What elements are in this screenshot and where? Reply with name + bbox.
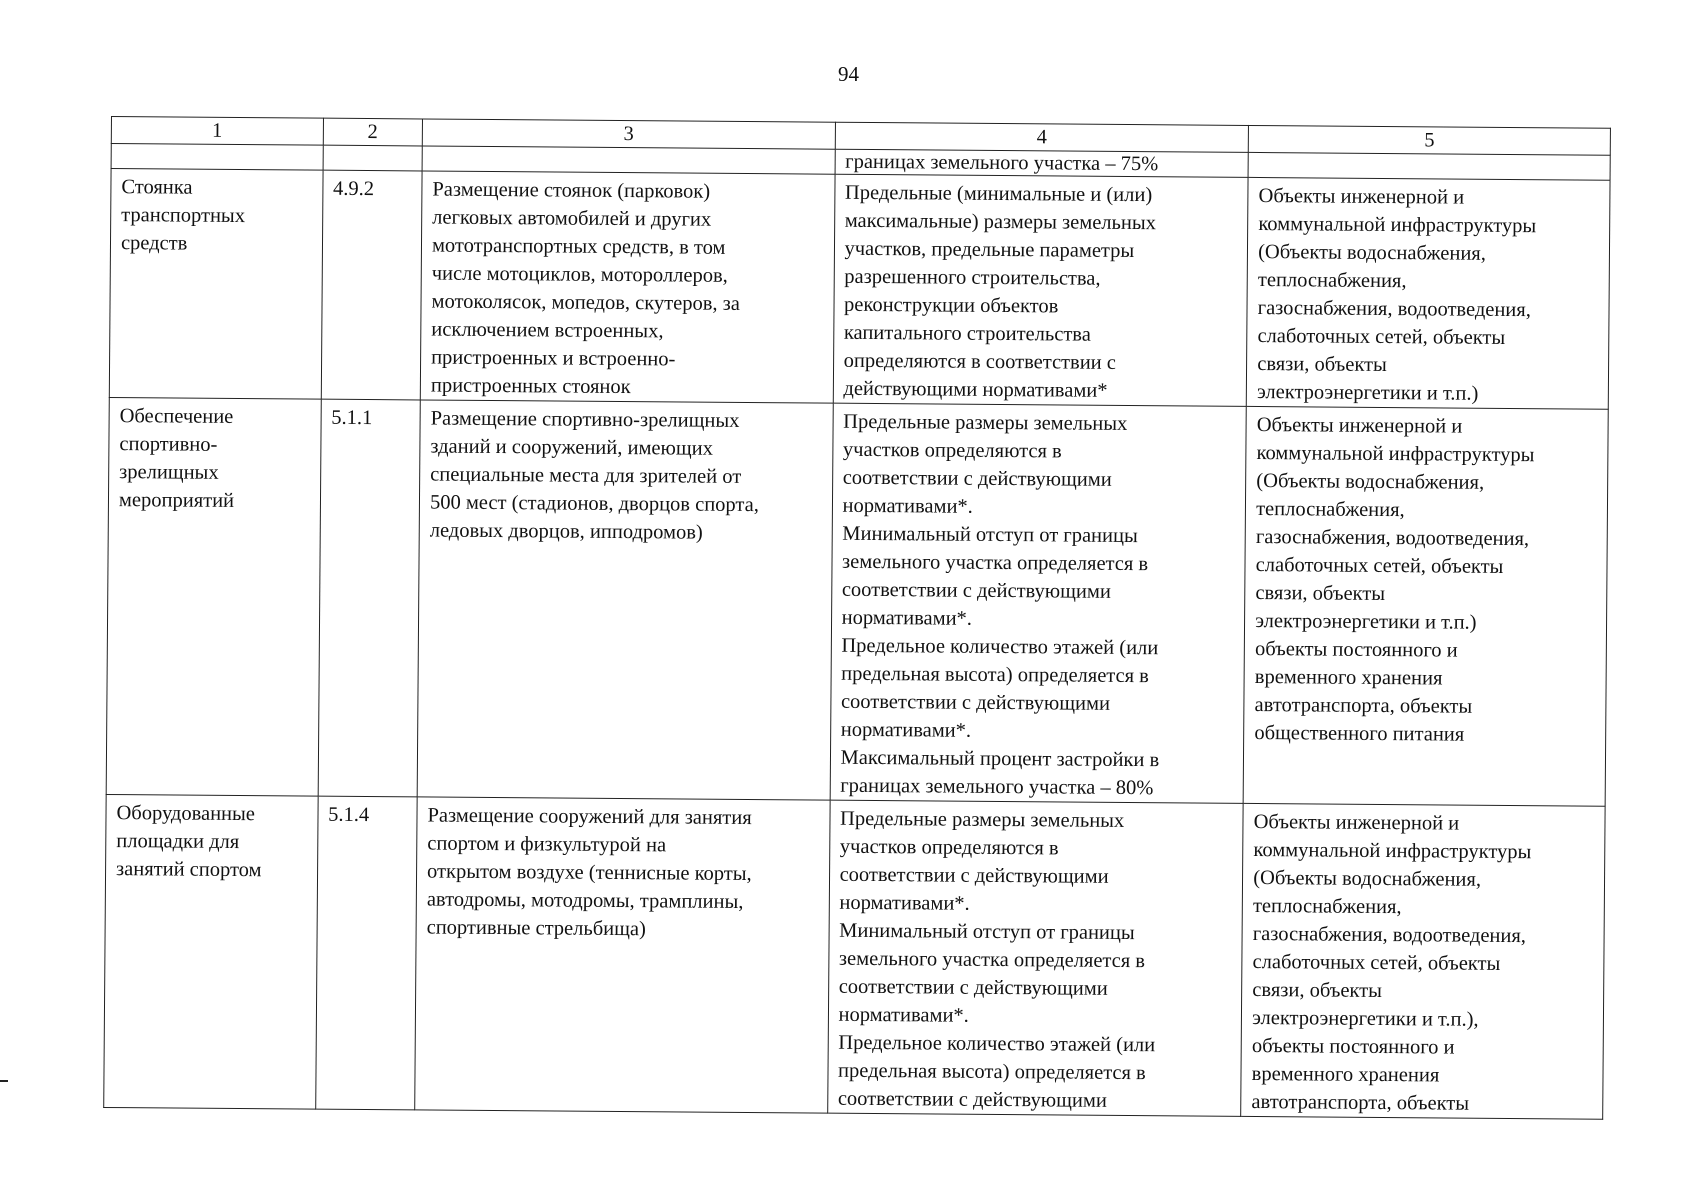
col-header-2: 2 <box>323 118 423 146</box>
cell-continuation-name <box>111 144 323 171</box>
cell-use-name: Стоянка транспортных средств <box>109 169 322 400</box>
cell-continuation-auxiliary <box>1248 152 1610 180</box>
cell-continuation-parameters: границах земельного участка – 75% <box>835 149 1249 177</box>
cell-use-name: Оборудованные площадки для занятий спортом <box>104 794 318 1109</box>
cell-use-parameters: Предельные (минимальные и (или) максимальные) размеры земельных участков, предельные параметры разрешенного строительства, реконструкции объектов капитального строительства определяются в соответствии с действующими нормативами* <box>833 174 1248 406</box>
cell-use-code: 4.9.2 <box>321 170 422 400</box>
cell-use-description: Размещение стоянок (парковок) легковых автомобилей и других мототранспортных средств, в том числе мотоциклов, мотороллеров, мотоколясок, мопедов, скутеров, за исключением встроенных, пристроенных и встроенно- пристроенных стоянок <box>420 171 834 403</box>
cell-use-code: 5.1.4 <box>315 796 417 1110</box>
col-header-5: 5 <box>1248 125 1610 155</box>
cell-use-description: Размещение сооружений для занятия спортом и физкультурой на открытом воздухе (теннисные корты, автодромы, мотодромы, трамплины, спортивные стрельбища) <box>415 797 830 1113</box>
cell-use-name: Обеспечение спортивно- зрелищных мероприятий <box>106 397 321 796</box>
cell-continuation-description <box>422 146 835 174</box>
col-header-3: 3 <box>422 119 835 149</box>
cell-use-parameters: Предельные размеры земельных участков определяются в соответствии с действующими нормативами*. Минимальный отступ от границы земельного участка определяется в соответствии с действующими нормативами*. Предельное количество этажей (или предельная высота) определяется в соответствии с действующими нормативами*. Максимальный процент застройки в границах земельного участка – 80% <box>830 403 1247 803</box>
cell-use-code: 5.1.1 <box>318 399 420 797</box>
cell-use-auxiliary: Объекты инженерной и коммунальной инфраструктуры (Объекты водоснабжения, теплоснабжения, газоснабжения, водоотведения, слаботочных сетей, объекты связи, объекты электроэнергетики и т.п.) <box>1246 177 1610 409</box>
cell-continuation-code <box>323 145 423 171</box>
table-row <box>104 794 1605 1119</box>
margin-mark <box>0 1080 8 1082</box>
table-row <box>109 169 1610 410</box>
land-use-table <box>103 116 1611 1120</box>
table-row <box>106 397 1608 806</box>
cell-use-auxiliary: Объекты инженерной и коммунальной инфраструктуры (Объекты водоснабжения, теплоснабжения, газоснабжения, водоотведения, слаботочных сетей, объекты связи, объекты электроэнергетики и т.п.), объекты постоянного и временного хранения автотранспорта, объекты <box>1241 803 1605 1119</box>
col-header-4: 4 <box>835 122 1249 152</box>
page-number: 94 <box>838 62 859 86</box>
cell-use-parameters: Предельные размеры земельных участков определяются в соответствии с действующими нормативами*. Минимальный отступ от границы земельного участка определяется в соответствии с действующими нормативами*. Предельное количество этажей (или предельная высота) определяется в соответствии с действующими <box>827 800 1243 1116</box>
col-header-1: 1 <box>111 117 323 146</box>
cell-use-auxiliary: Объекты инженерной и коммунальной инфраструктуры (Объекты водоснабжения, теплоснабжения, газоснабжения, водоотведения, слаботочных сетей, объекты связи, объекты электроэнергетики и т.п.) объекты постоянного и временного хранения автотранспорта, объекты общественного питания <box>1243 406 1608 806</box>
cell-use-description: Размещение спортивно-зрелищных зданий и сооружений, имеющих специальные места для зрителей от 500 мест (стадионов, дворцов спорта, ледовых дворцов, ипподромов) <box>417 400 833 800</box>
